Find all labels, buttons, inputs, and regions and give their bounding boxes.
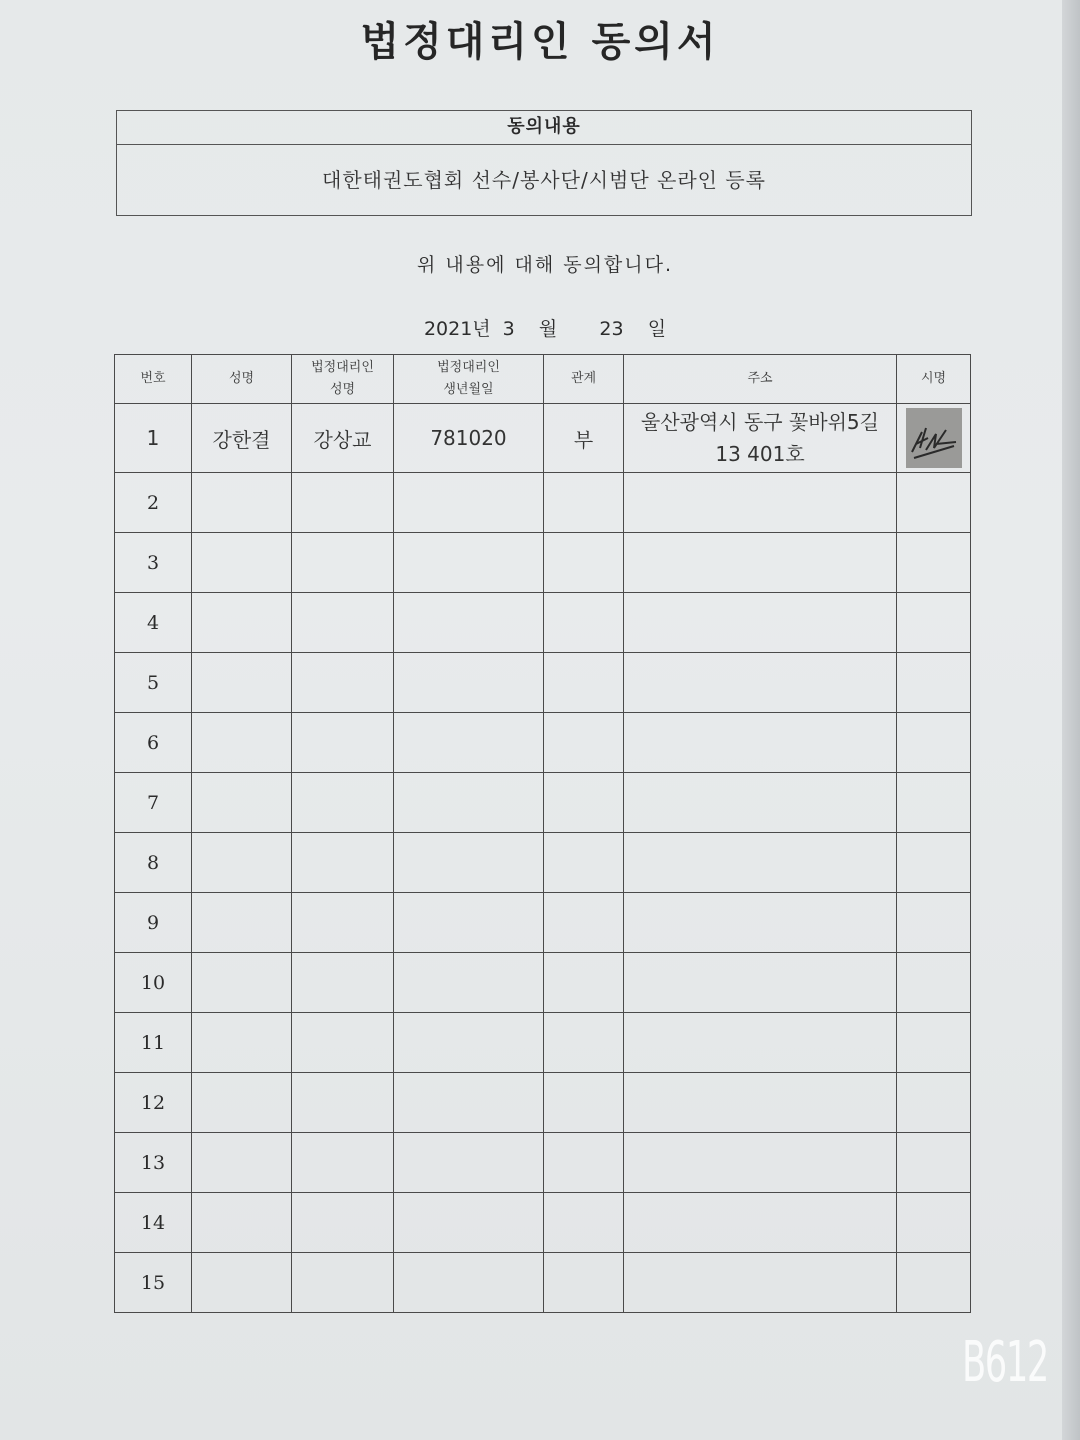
- cell-relation: [544, 893, 624, 953]
- table-row: [115, 1133, 971, 1193]
- cell-relation: [544, 533, 624, 593]
- header-guardian-name: [292, 355, 394, 404]
- cell-guardian-birth: [394, 713, 544, 773]
- cell-guardian-name: [292, 1013, 394, 1073]
- table-row: [115, 713, 971, 773]
- header-name: 성명: [192, 355, 292, 404]
- cell-no: 13: [115, 1133, 192, 1193]
- cell-name: [192, 773, 292, 833]
- table-row: [115, 893, 971, 953]
- cell-guardian-name: [292, 593, 394, 653]
- table-row: [115, 1193, 971, 1253]
- cell-name: [192, 653, 292, 713]
- cell-no: 9: [115, 893, 192, 953]
- cell-relation: [544, 653, 624, 713]
- cell-address: [624, 593, 897, 653]
- cell-signature: [897, 653, 971, 713]
- cell-signature: [897, 404, 971, 473]
- document-title: 법정대리인 동의서: [360, 19, 720, 65]
- table-row: [115, 1073, 971, 1133]
- cell-no: 12: [115, 1073, 192, 1133]
- cell-signature: [897, 1073, 971, 1133]
- cell-guardian-birth: [394, 1193, 544, 1253]
- cell-relation: 부: [544, 404, 624, 473]
- cell-signature: [897, 533, 971, 593]
- cell-name: [192, 1193, 292, 1253]
- cell-no: 15: [115, 1253, 192, 1313]
- cell-relation: [544, 473, 624, 533]
- cell-signature: [897, 1253, 971, 1313]
- cell-address: [624, 713, 897, 773]
- consent-box: [116, 110, 972, 216]
- table-row: [115, 653, 971, 713]
- table-row: [115, 473, 971, 533]
- cell-no: 3: [115, 533, 192, 593]
- table-row: [115, 1013, 971, 1073]
- cell-guardian-name: [292, 1253, 394, 1313]
- cell-name: [192, 1013, 292, 1073]
- cell-guardian-birth: [394, 1133, 544, 1193]
- cell-guardian-birth: [394, 773, 544, 833]
- cell-relation: [544, 833, 624, 893]
- cell-no: 5: [115, 653, 192, 713]
- cell-guardian-name: [292, 773, 394, 833]
- address-line2: 13 401호: [715, 442, 805, 466]
- cell-signature: [897, 1193, 971, 1253]
- header-address: 주소: [624, 355, 897, 404]
- cell-address: [624, 404, 897, 473]
- cell-relation: [544, 593, 624, 653]
- date-month: 3: [502, 318, 515, 340]
- cell-guardian-name: [292, 953, 394, 1013]
- cell-name: [192, 593, 292, 653]
- guardian-table: [114, 354, 971, 1313]
- cell-guardian-birth: [394, 653, 544, 713]
- cell-no: 1: [115, 404, 192, 473]
- cell-relation: [544, 1013, 624, 1073]
- header-guardian-name-line1: 법정대리인: [311, 360, 374, 375]
- agree-statement: 위 내용에 대해 동의합니다.: [416, 254, 674, 276]
- cell-relation: [544, 1073, 624, 1133]
- cell-name: 강한결: [192, 404, 292, 473]
- cell-signature: [897, 773, 971, 833]
- cell-guardian-birth: [394, 593, 544, 653]
- cell-relation: [544, 713, 624, 773]
- cell-guardian-name: [292, 1073, 394, 1133]
- cell-no: 6: [115, 713, 192, 773]
- cell-no: 14: [115, 1193, 192, 1253]
- cell-no: 4: [115, 593, 192, 653]
- cell-address: [624, 893, 897, 953]
- cell-address: [624, 833, 897, 893]
- cell-name: [192, 1073, 292, 1133]
- cell-signature: [897, 953, 971, 1013]
- cell-name: [192, 953, 292, 1013]
- cell-address: [624, 1193, 897, 1253]
- cell-guardian-name: [292, 893, 394, 953]
- cell-signature: [897, 1013, 971, 1073]
- table-row: [115, 833, 971, 893]
- cell-relation: [544, 953, 624, 1013]
- table-row: [115, 593, 971, 653]
- cell-name: [192, 1133, 292, 1193]
- cell-guardian-name: [292, 833, 394, 893]
- cell-signature: [897, 593, 971, 653]
- header-guardian-birth: [394, 355, 544, 404]
- cell-guardian-birth: [394, 953, 544, 1013]
- cell-no: 11: [115, 1013, 192, 1073]
- table-row: [115, 1253, 971, 1313]
- cell-relation: [544, 1253, 624, 1313]
- cell-guardian-name: [292, 653, 394, 713]
- cell-signature: [897, 833, 971, 893]
- cell-name: [192, 1253, 292, 1313]
- cell-address: [624, 533, 897, 593]
- cell-relation: [544, 1193, 624, 1253]
- cell-guardian-birth: 781020: [394, 404, 544, 473]
- cell-name: [192, 833, 292, 893]
- cell-guardian-birth: [394, 833, 544, 893]
- cell-guardian-name: [292, 533, 394, 593]
- table-row: [115, 533, 971, 593]
- date-month-unit: 월: [538, 318, 558, 340]
- cell-relation: [544, 773, 624, 833]
- date-line: [0, 314, 1080, 341]
- cell-name: [192, 473, 292, 533]
- cell-name: [192, 533, 292, 593]
- cell-guardian-birth: [394, 1013, 544, 1073]
- header-guardian-birth-line2: 생년월일: [443, 382, 494, 397]
- cell-no: 8: [115, 833, 192, 893]
- cell-guardian-birth: [394, 893, 544, 953]
- consent-header: 동의내용: [117, 111, 971, 145]
- cell-name: [192, 893, 292, 953]
- cell-address: [624, 1013, 897, 1073]
- cell-signature: [897, 893, 971, 953]
- cell-relation: [544, 1133, 624, 1193]
- table-row: [115, 773, 971, 833]
- header-no: 번호: [115, 355, 192, 404]
- table-row: [115, 953, 971, 1013]
- cell-guardian-birth: [394, 533, 544, 593]
- cell-guardian-name: [292, 1133, 394, 1193]
- date-day: 23: [599, 318, 624, 340]
- header-relation: 관계: [544, 355, 624, 404]
- cell-name: [192, 713, 292, 773]
- app-watermark: B612: [962, 1330, 1048, 1395]
- cell-signature: [897, 473, 971, 533]
- cell-no: 10: [115, 953, 192, 1013]
- table-header-row: [115, 355, 971, 404]
- signature-scribble: [906, 408, 962, 468]
- address-line1: 울산광역시 동구 꽃바위5길: [641, 410, 879, 434]
- cell-guardian-birth: [394, 473, 544, 533]
- cell-address: [624, 653, 897, 713]
- cell-guardian-birth: [394, 1073, 544, 1133]
- cell-guardian-name: [292, 1193, 394, 1253]
- cell-address: [624, 953, 897, 1013]
- header-guardian-birth-line1: 법정대리인: [437, 360, 500, 375]
- cell-no: 7: [115, 773, 192, 833]
- cell-address: [624, 773, 897, 833]
- cell-signature: [897, 713, 971, 773]
- date-day-unit: 일: [647, 318, 667, 340]
- cell-address: [624, 1133, 897, 1193]
- cell-signature: [897, 1133, 971, 1193]
- table-row: [115, 404, 971, 473]
- date-year: 2021년: [423, 318, 491, 340]
- cell-guardian-birth: [394, 1253, 544, 1313]
- cell-address: [624, 473, 897, 533]
- cell-address: [624, 1253, 897, 1313]
- cell-no: 2: [115, 473, 192, 533]
- cell-address: [624, 1073, 897, 1133]
- header-signature: 시명: [897, 355, 971, 404]
- signature-image: [906, 408, 962, 468]
- consent-text: 대한태권도협회 선수/봉사단/시범단 온라인 등록: [322, 168, 766, 192]
- cell-guardian-name: 강상교: [292, 404, 394, 473]
- header-guardian-name-line2: 성명: [329, 382, 356, 397]
- cell-guardian-name: [292, 473, 394, 533]
- cell-guardian-name: [292, 713, 394, 773]
- paper-edge: [1062, 0, 1080, 1440]
